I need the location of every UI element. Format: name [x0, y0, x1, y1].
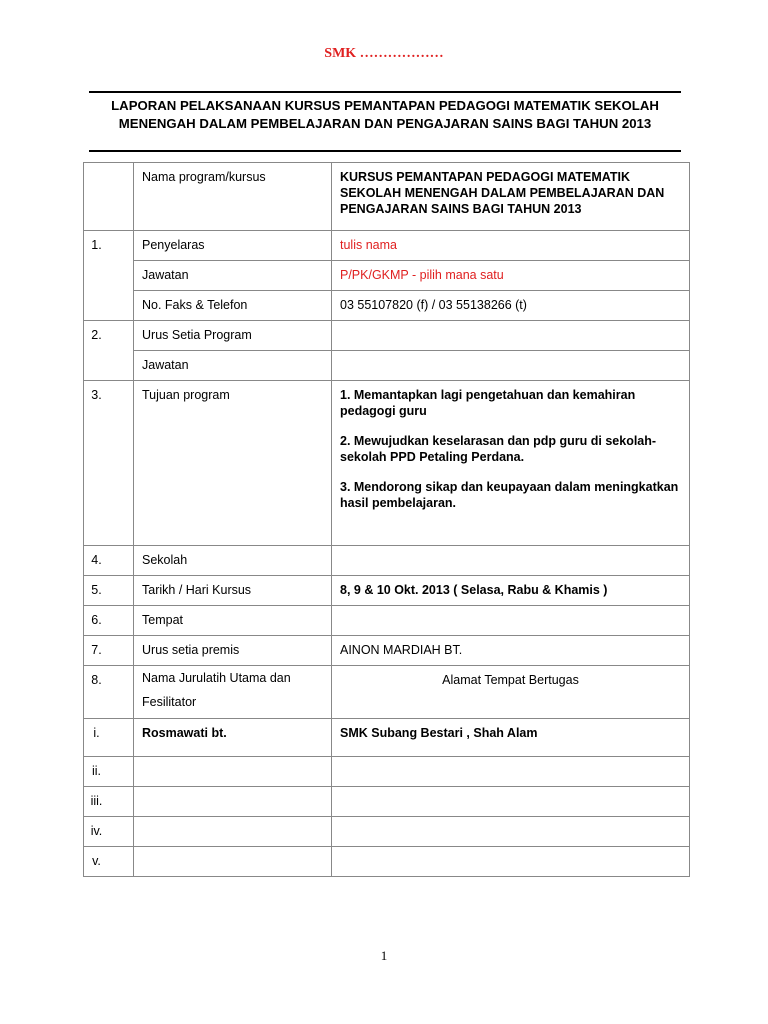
date-label: Tarikh / Hari Kursus: [134, 576, 332, 606]
trainer-address: [332, 847, 690, 877]
row-number: i.: [84, 719, 134, 757]
address-header: Alamat Tempat Bertugas: [332, 666, 690, 719]
trainer-address: [332, 787, 690, 817]
row-number: 4.: [84, 546, 134, 576]
school-label: Sekolah: [134, 546, 332, 576]
program-name-line: PENGAJARAN SAINS BAGI TAHUN 2013: [340, 202, 582, 216]
school-name: SMK ………………: [324, 46, 444, 61]
program-label: Nama program/kursus: [134, 163, 332, 231]
trainer-address: SMK Subang Bestari , Shah Alam: [332, 719, 690, 757]
row-number: 7.: [84, 636, 134, 666]
secretariat-label: Urus Setia Program: [134, 321, 332, 351]
coordinator-label: Penyelaras: [134, 231, 332, 261]
table-row: [84, 231, 690, 261]
table-row: [84, 321, 690, 351]
title-top-rule: [89, 91, 681, 93]
table-row: [84, 261, 690, 291]
coordinator-post-value: P/PK/GKMP - pilih mana satu: [332, 261, 690, 291]
row-number: 2.: [84, 321, 134, 381]
table-row: [84, 291, 690, 321]
purpose-item: 2. Mewujudkan keselarasan dan pdp guru di sekolah-sekolah PPD Petaling Perdana.: [340, 434, 657, 464]
purpose-list: [332, 381, 690, 546]
table-row: [84, 757, 690, 787]
table-row: [84, 606, 690, 636]
premise-label: Urus setia premis: [134, 636, 332, 666]
page-number: 1: [380, 948, 388, 963]
contact-value: 03 55107820 (f) / 03 55138266 (t): [332, 291, 690, 321]
row-number: 1.: [84, 231, 134, 321]
secretariat-post-value: [332, 351, 690, 381]
table-row: [84, 719, 690, 757]
coordinator-post-label: Jawatan: [134, 261, 332, 291]
table-row: [84, 847, 690, 877]
date-value: 8, 9 & 10 Okt. 2013 ( Selasa, Rabu & Khamis ): [332, 576, 690, 606]
venue-value: [332, 606, 690, 636]
purpose-label: Tujuan program: [134, 381, 332, 546]
row-number: 5.: [84, 576, 134, 606]
report-table: [83, 162, 690, 877]
row-number: iii.: [84, 787, 134, 817]
premise-value: AINON MARDIAH BT.: [332, 636, 690, 666]
trainers-label-line: Fesilitator: [142, 695, 197, 709]
trainer-address: [332, 757, 690, 787]
coordinator-value: tulis nama: [332, 231, 690, 261]
title-line-1: LAPORAN PELAKSANAAN KURSUS PEMANTAPAN PEDAGOGI MATEMATIK SEKOLAH: [111, 98, 659, 113]
secretariat-value: [332, 321, 690, 351]
row-number: v.: [84, 847, 134, 877]
table-row: [84, 576, 690, 606]
table-row: [84, 636, 690, 666]
row-number: 8.: [84, 666, 134, 719]
trainer-name: [134, 847, 332, 877]
trainer-address: [332, 817, 690, 847]
row-number: ii.: [84, 757, 134, 787]
trainer-name: [134, 787, 332, 817]
trainers-label-line: Nama Jurulatih Utama dan: [142, 671, 291, 685]
table-row: [84, 546, 690, 576]
row-number: 3.: [84, 381, 134, 546]
trainer-name: [134, 817, 332, 847]
program-name: [332, 163, 690, 231]
row-number: iv.: [84, 817, 134, 847]
row-number: 6.: [84, 606, 134, 636]
secretariat-post-label: Jawatan: [134, 351, 332, 381]
trainer-name: Rosmawati bt.: [134, 719, 332, 757]
report-title: [80, 97, 690, 133]
table-row: [84, 381, 690, 546]
table-row: [84, 787, 690, 817]
school-value: [332, 546, 690, 576]
trainers-label: [134, 666, 332, 719]
purpose-item: 3. Mendorong sikap dan keupayaan dalam meningkatkan hasil pembelajaran.: [340, 480, 679, 510]
venue-label: Tempat: [134, 606, 332, 636]
table-row: [84, 817, 690, 847]
table-row: [84, 163, 690, 231]
table-row: [84, 666, 690, 719]
contact-label: No. Faks & Telefon: [134, 291, 332, 321]
title-bottom-rule: [89, 150, 681, 152]
program-name-line: SEKOLAH MENENGAH DALAM PEMBELAJARAN DAN: [340, 186, 665, 200]
title-line-2: MENENGAH DALAM PEMBELAJARAN DAN PENGAJARAN SAINS BAGI TAHUN 2013: [118, 116, 652, 131]
table-row: [84, 351, 690, 381]
purpose-item: 1. Memantapkan lagi pengetahuan dan kemahiran pedagogi guru: [340, 388, 636, 418]
program-name-line: KURSUS PEMANTAPAN PEDAGOGI MATEMATIK: [340, 170, 631, 184]
row-number: [84, 163, 134, 231]
trainer-name: [134, 757, 332, 787]
